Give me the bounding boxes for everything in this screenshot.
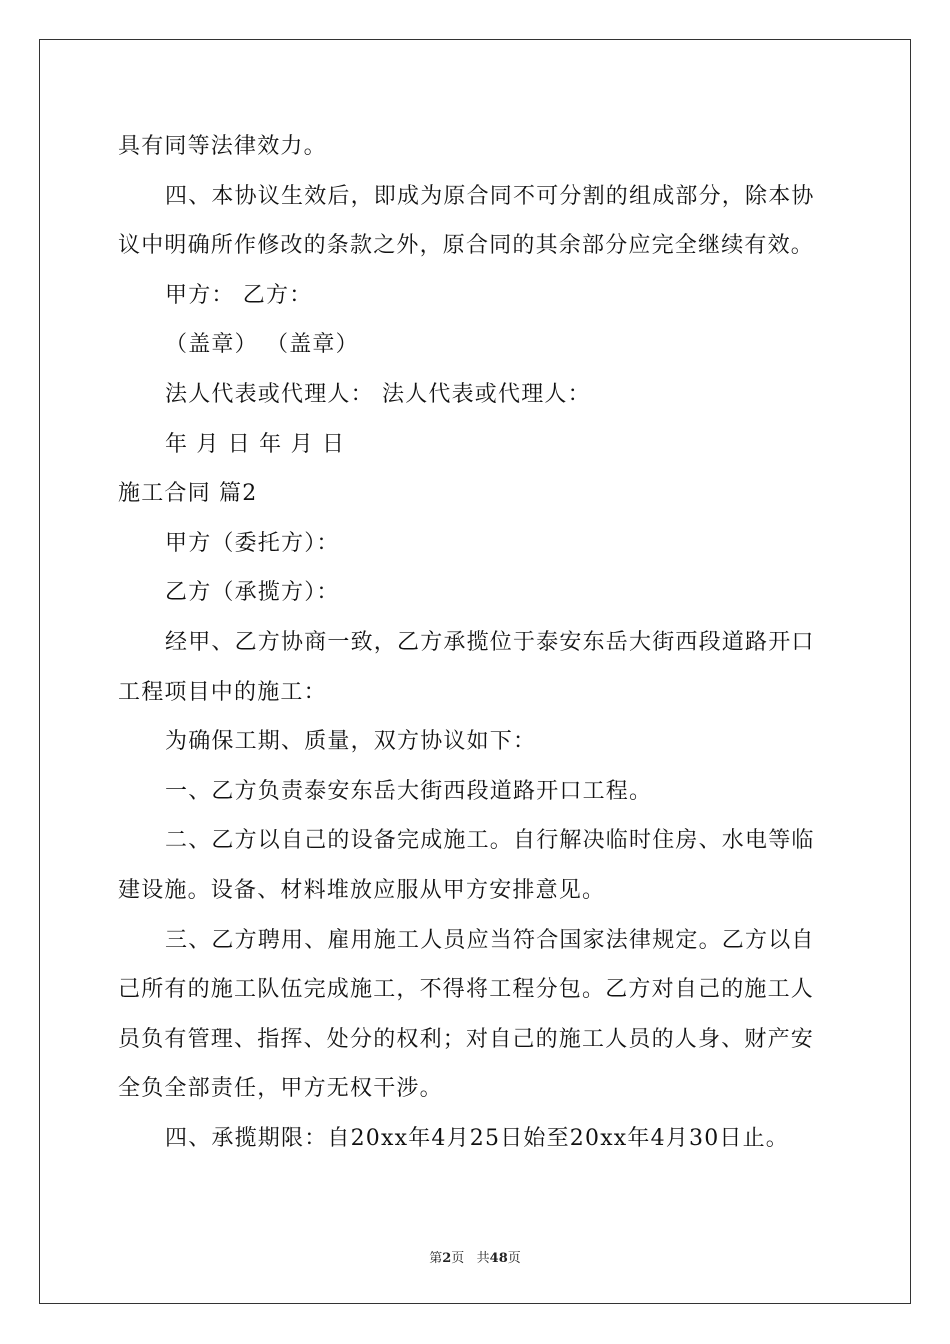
- footer-prefix: 第: [429, 1251, 443, 1266]
- page-footer: [0, 1247, 950, 1266]
- current-page-number: 2: [442, 1251, 452, 1266]
- text-line: 法人代表或代理人： 法人代表或代理人：: [165, 381, 591, 407]
- footer-mid: 页 共: [451, 1251, 490, 1266]
- total-page-number: 48: [489, 1251, 508, 1266]
- text-line: 经甲、乙方协商一致，乙方承揽位于泰安东岳大街西段道路开口: [165, 629, 815, 655]
- text-line: （盖章） （盖章）: [165, 332, 359, 358]
- document-body: [118, 122, 834, 1163]
- text-line: 四、承揽期限：自20xx年4月25日始至20xx年4月30日止。: [165, 1125, 790, 1151]
- text-line: 三、乙方聘用、雇用施工人员应当符合国家法律规定。乙方以自: [165, 927, 815, 953]
- footer-suffix: 页: [507, 1251, 521, 1266]
- text-line: 一、乙方负责泰安东岳大街西段道路开口工程。: [165, 778, 653, 804]
- text-line: 建设施。设备、材料堆放应服从甲方安排意见。: [118, 877, 606, 903]
- text-line: 为确保工期、质量，双方协议如下：: [165, 729, 537, 755]
- text-line: 乙方（承揽方）：: [165, 580, 340, 606]
- text-line: 己所有的施工队伍完成施工，不得将工程分包。乙方对自己的施工人: [118, 977, 815, 1003]
- text-line: 议中明确所作修改的条款之外，原合同的其余部分应完全继续有效。: [118, 233, 815, 259]
- text-line: 员负有管理、指挥、处分的权利；对自己的施工人员的人身、财产安: [118, 1026, 815, 1052]
- text-line: 年 月 日 年 月 日: [165, 431, 346, 457]
- text-line: 甲方： 乙方：: [165, 282, 313, 308]
- section-title: 施工合同 篇2: [118, 481, 258, 507]
- text-line: 甲方（委托方）：: [165, 530, 340, 556]
- text-line: 四、本协议生效后，即成为原合同不可分割的组成部分，除本协: [165, 183, 815, 209]
- text-line: 全负全部责任，甲方无权干涉。: [118, 1076, 443, 1102]
- text-line: 工程项目中的施工：: [118, 679, 327, 705]
- text-line: 具有同等法律效力。: [118, 134, 327, 159]
- text-line: 二、乙方以自己的设备完成施工。自行解决临时住房、水电等临: [165, 828, 815, 854]
